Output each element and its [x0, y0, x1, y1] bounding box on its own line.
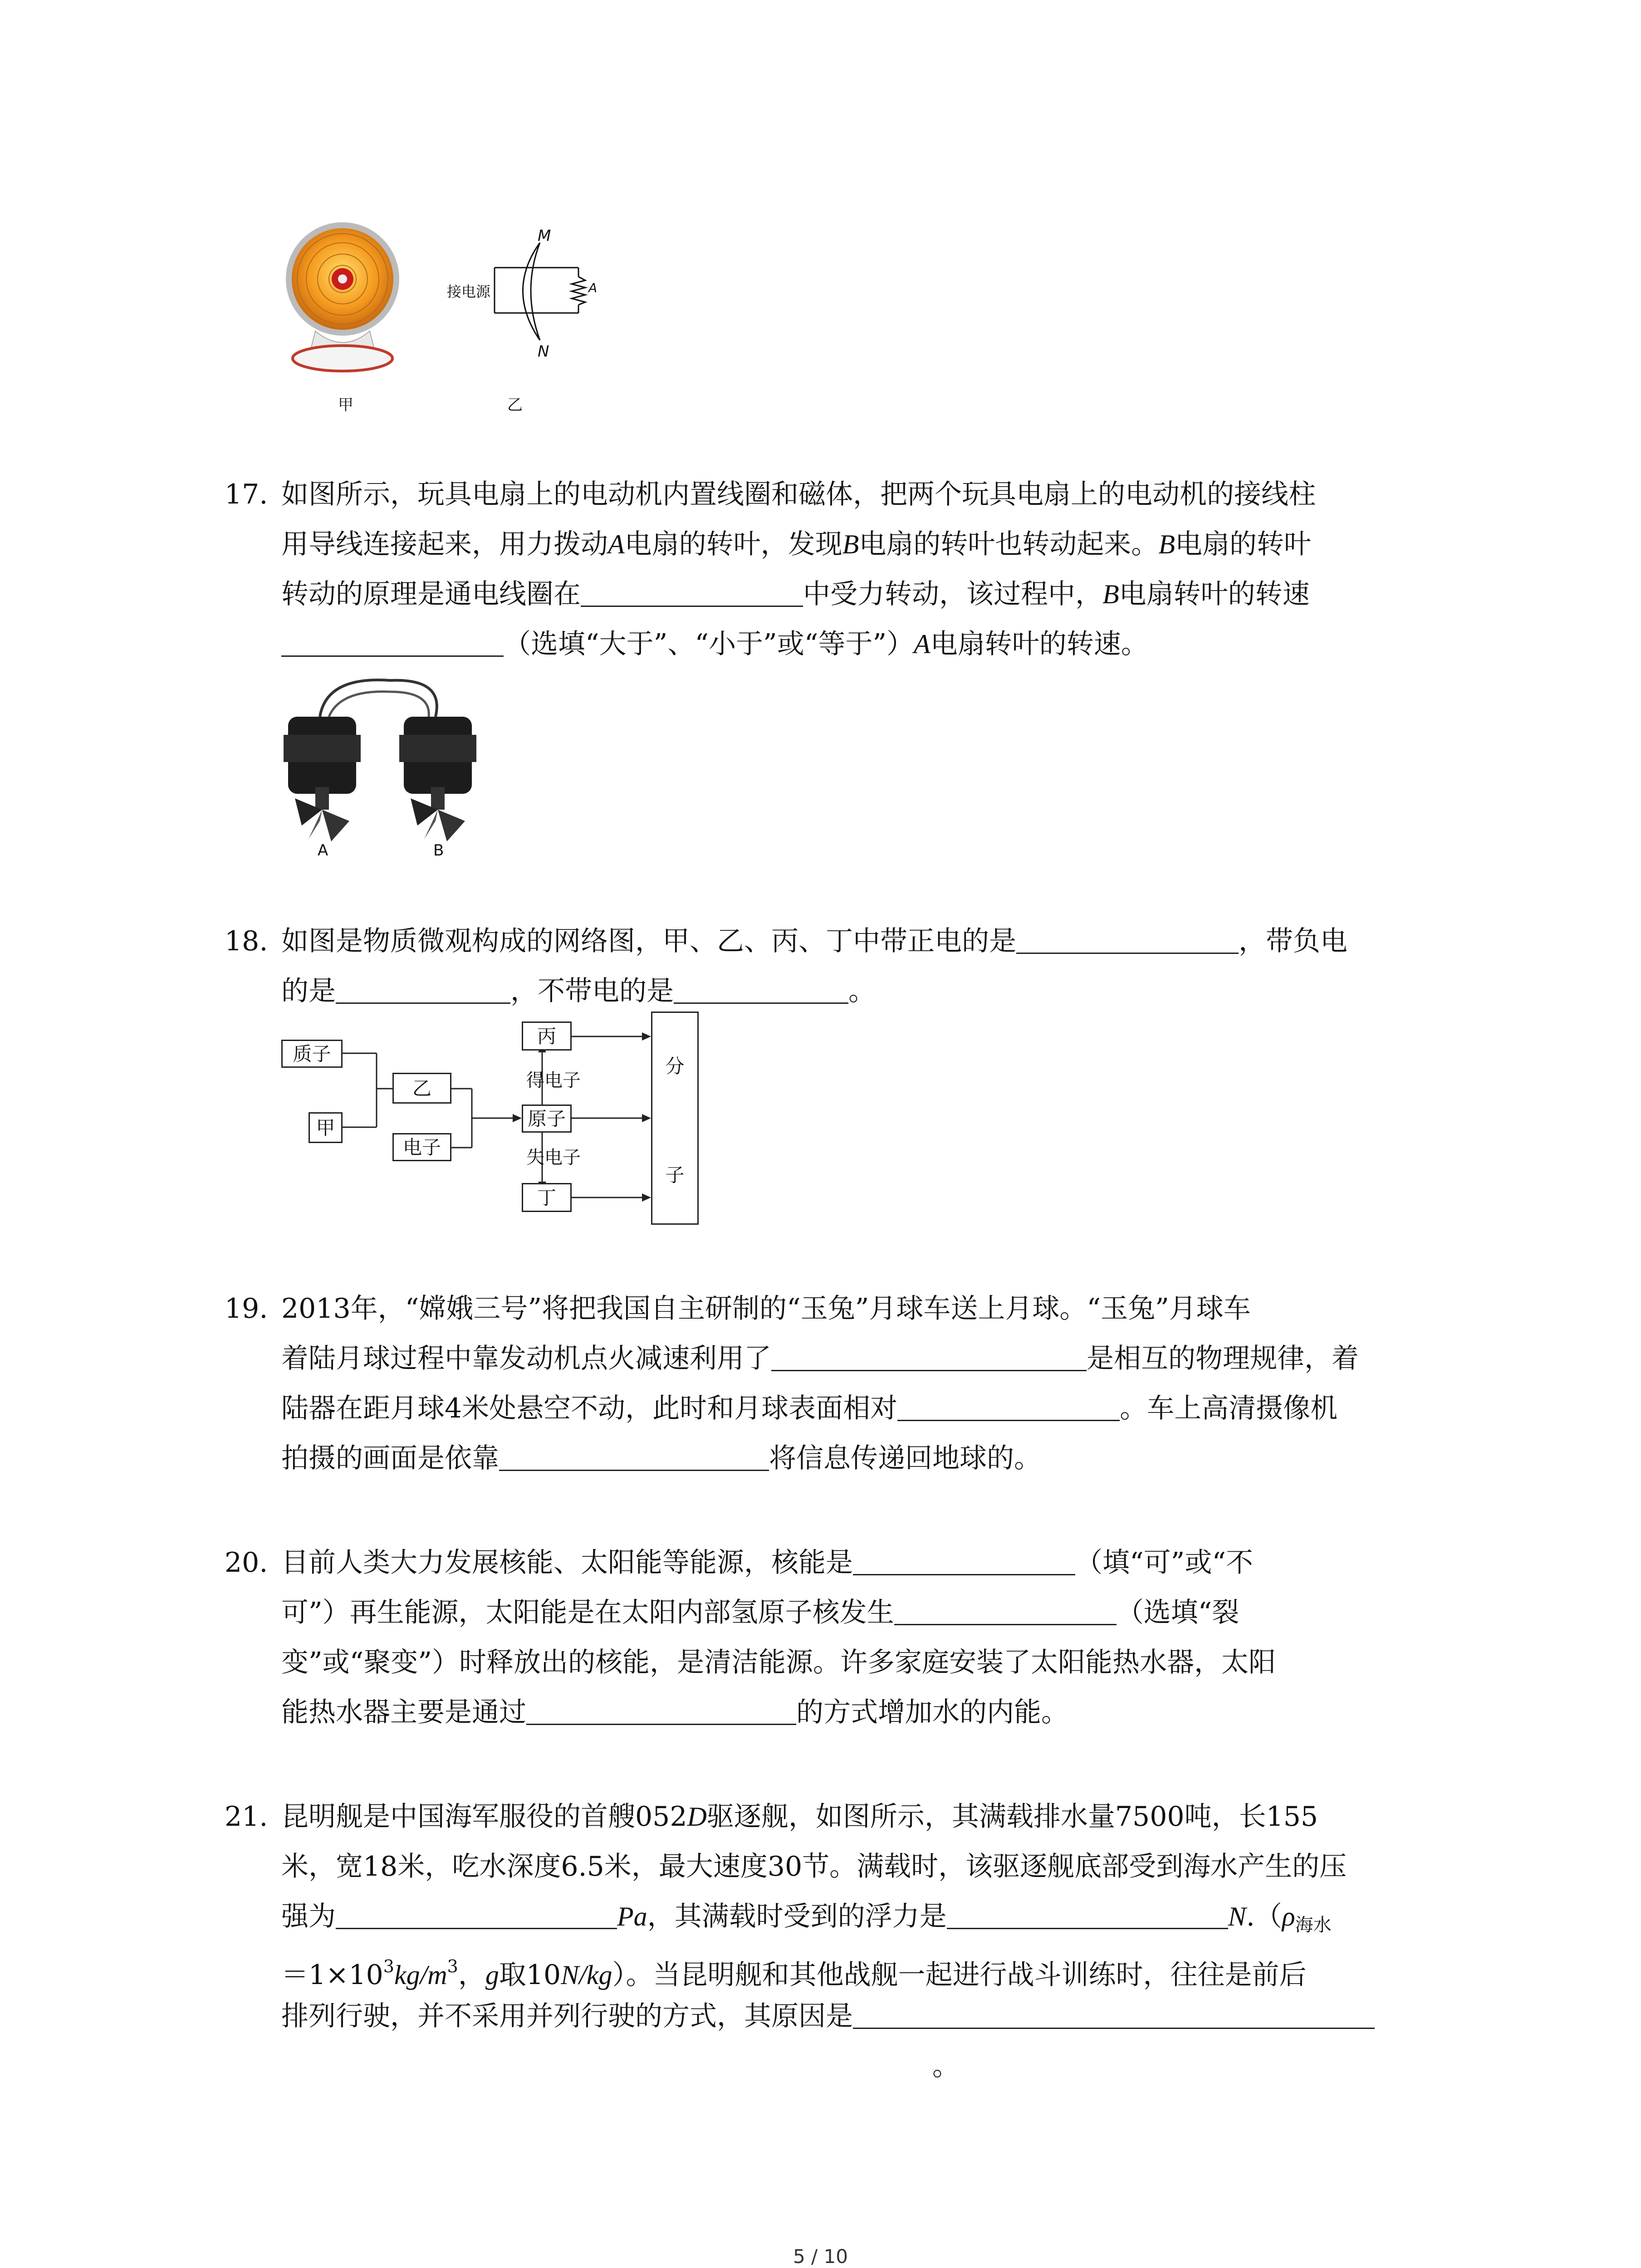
box-atom: 原子	[522, 1105, 572, 1133]
molecule-char-1: 分	[665, 1055, 685, 1077]
matter-network-diagram	[281, 1012, 699, 1238]
molecule-char-2: 子	[665, 1164, 685, 1186]
answer-blank[interactable]	[1016, 925, 1239, 954]
text-line: 陆器在距月球4米处悬空不动，此时和月球表面相对 。车上高清摄像机	[281, 1393, 1338, 1424]
fig16-power: 接电源	[447, 283, 491, 300]
answer-blank[interactable]	[947, 1901, 1228, 1929]
answer-blank[interactable]	[581, 578, 803, 607]
text-line: $=1\times 10^3kg/m^3$，g取10N/kg）。当昆明舰和其他战舰一起进行战斗训练时，往往是前后	[281, 1956, 1307, 1991]
fig16-A: A	[588, 280, 598, 295]
text-line: 可”）再生能源，太阳能是在太阳内部氢原子核发生 （选填“裂	[281, 1597, 1239, 1628]
answer-blank[interactable]	[674, 975, 848, 1004]
text-line: 着陆月球过程中靠发动机点火减速利用了 是相互的物理规律，着	[281, 1343, 1359, 1374]
text-line: 能热水器主要是通过 的方式增加水的内能。	[281, 1696, 1068, 1728]
text-line: 。	[932, 2050, 960, 2082]
text-line: 排列行驶，并不采用并列行驶的方式，其原因是	[281, 1991, 1375, 2041]
box-electron: 电子	[392, 1133, 451, 1161]
text-line: 如图所示，玩具电扇上的电动机内置线圈和磁体，把两个玩具电扇上的电动机的接线柱	[281, 479, 1316, 510]
label-lose-electron: 失电子	[526, 1147, 581, 1168]
heater-figure	[277, 218, 408, 381]
question-number: 20.	[225, 1547, 268, 1579]
answer-blank[interactable]	[336, 975, 510, 1004]
fig16-N: N	[538, 342, 549, 361]
text-line: 2013年，“嫦娥三号”将把我国自主研制的“玉兔”月球车送上月球。“玉兔”月球车	[281, 1293, 1251, 1325]
question-number: 19.	[225, 1293, 268, 1325]
box-molecule	[651, 1012, 699, 1225]
page-number: 5 / 10	[793, 2245, 848, 2268]
label-gain-electron: 得电子	[526, 1070, 581, 1091]
answer-blank[interactable]	[853, 2000, 1375, 2029]
text-line: 的是 ，不带电的是 。	[281, 975, 876, 1007]
box-ding: 丁	[522, 1183, 572, 1212]
answer-blank[interactable]	[281, 628, 504, 657]
text-line: 昆明舰是中国海军服役的首艘052D驱逐舰，如图所示，其满载排水量7500吨，长155	[281, 1801, 1318, 1833]
fig16-label-yi: 乙	[507, 396, 523, 414]
text-line: （选填“大于”、“小于”或“等于”）A电扇转叶的转速。	[281, 619, 1148, 669]
box-proton: 质子	[281, 1040, 343, 1068]
text-line: 用导线连接起来，用力拨动A电扇的转叶，发现B电扇的转叶也转动起来。B电扇的转叶	[281, 528, 1311, 560]
question-number: 17.	[225, 479, 268, 510]
fig17-label-A: A	[318, 841, 328, 860]
fig17-label-B: B	[433, 841, 444, 860]
text-line: 米，宽18米，吃水深度6.5米，最大速度30节。满载时，该驱逐舰底部受到海水产生的压	[281, 1851, 1347, 1882]
text-line: 强为 Pa，其满载时受到的浮力是 $N.(\rho_{海水}$	[281, 1901, 1332, 1936]
box-bing: 丙	[522, 1022, 572, 1051]
circuit-figure	[447, 227, 610, 376]
text-line: 拍摄的画面是依靠 将信息传递回地球的。	[281, 1442, 1041, 1474]
fig16-label-jia: 甲	[338, 396, 353, 414]
text-line: 如图是物质微观构成的网络图，甲、乙、丙、丁中带正电的是 ，带负电	[281, 925, 1347, 957]
answer-blank[interactable]	[853, 1547, 1075, 1575]
text-line: 目前人类大力发展核能、太阳能等能源，核能是 （填“可”或“不	[281, 1547, 1254, 1579]
text-line: 变”或“聚变”）时释放出的核能，是清洁能源。许多家庭安装了太阳能热水器，太阳	[281, 1647, 1276, 1678]
answer-blank[interactable]	[894, 1597, 1117, 1625]
question-number: 21.	[225, 1801, 268, 1833]
motors-figure	[277, 671, 499, 862]
answer-blank[interactable]	[499, 1442, 769, 1471]
box-yi: 乙	[392, 1073, 451, 1104]
answer-blank[interactable]	[526, 1696, 796, 1725]
answer-blank[interactable]	[771, 1343, 1087, 1371]
box-jia: 甲	[309, 1112, 343, 1143]
answer-blank[interactable]	[897, 1393, 1120, 1421]
text-line: 转动的原理是通电线圈在 中受力转动，该过程中，B电扇转叶的转速	[281, 578, 1310, 610]
question-number: 18.	[225, 925, 268, 957]
answer-blank[interactable]	[336, 1901, 617, 1929]
fig16-M: M	[538, 227, 551, 245]
